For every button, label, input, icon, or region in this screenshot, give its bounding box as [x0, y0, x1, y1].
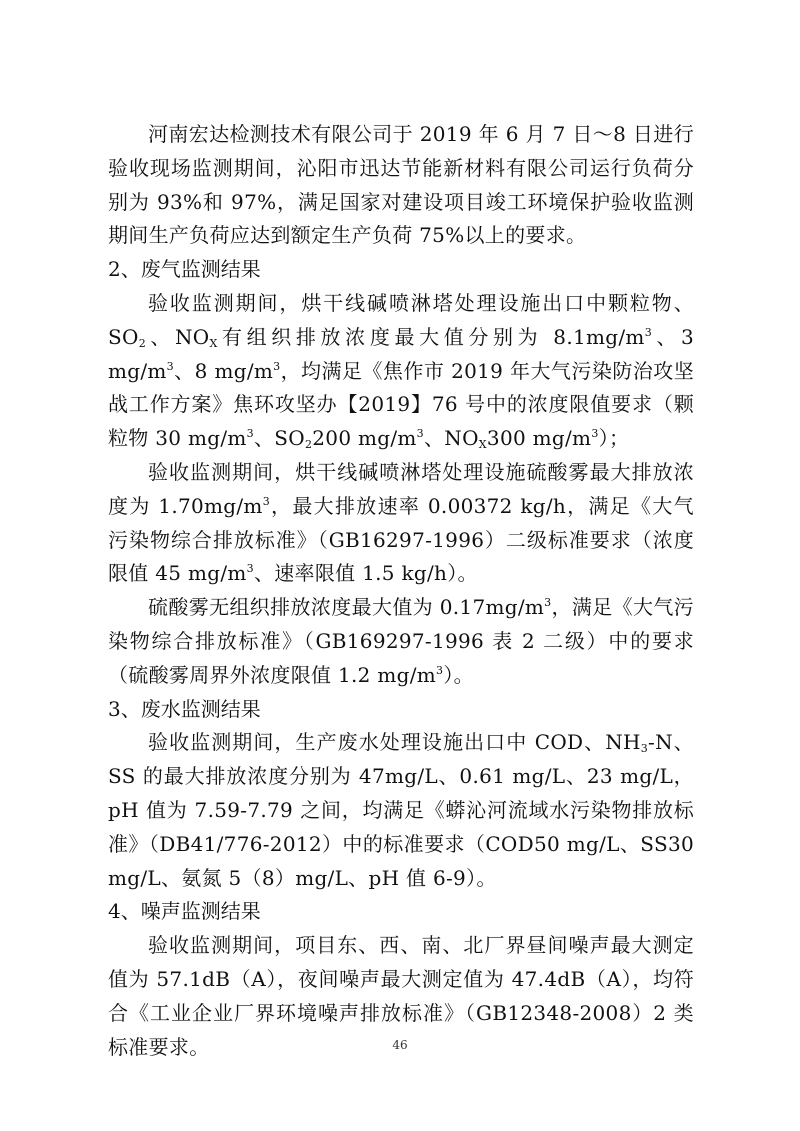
section-heading: [108, 253, 694, 287]
text-run: 验收监测期间，烘干线碱喷淋塔处理设施出口中颗粒物、SO: [108, 290, 694, 349]
text-run: ，满足《大气污染物综合排放标准》（GB169297-1996 表 2 二级）中的要求（硫酸雾周界外浓度限值 1.2 mg/m: [108, 595, 694, 687]
text-run: 、NO: [423, 426, 479, 451]
text-run: 2、废气监测结果: [108, 257, 261, 282]
superscript: 3: [166, 359, 174, 373]
text-run: 河南宏达检测技术有限公司于 2019 年 6 月 7 日～8 日进行验收现场监测期间，沁阳市迅达节能新材料有限公司运行负荷分别为 93%和 97%，满足国家对建设项目竣工环境保护验收监测期间生产负荷应达到额定生产负荷 75%以上的要求。: [108, 122, 694, 248]
text-run: 300 mg/m: [486, 426, 592, 451]
superscript: 3: [591, 427, 599, 441]
text-run: 、SO: [253, 426, 305, 451]
subscript: 2: [304, 438, 313, 452]
text-run: 硫酸雾无组织排放浓度最大值为 0.17mg/m: [148, 595, 545, 620]
superscript: 3: [416, 427, 424, 441]
superscript: 3: [262, 494, 271, 508]
text-run: 3、废水监测结果: [108, 696, 261, 721]
text-run: 、8 mg/m: [173, 358, 274, 383]
text-run: 验收监测期间，生产废水处理设施出口中 COD、NH: [148, 730, 641, 755]
superscript: 3: [644, 325, 652, 339]
superscript: 3: [544, 596, 552, 610]
text-run: 验收监测期间，项目东、西、南、北厂界昼间噪声最大测定值为 57.1dB（A），夜间噪声最大测定值为 47.4dB（A），均符合《工业企业厂界环境噪声排放标准》（GB12348-2008）2 类标准要求。: [108, 933, 694, 1059]
document-body: [108, 118, 694, 1064]
subscript: X: [478, 438, 487, 452]
text-run: 有组织排放浓度最大值分别为 8.1mg/m: [217, 324, 645, 349]
text-run: ）；: [598, 426, 630, 451]
text-run: 200 mg/m: [312, 426, 417, 451]
text-run: ）。: [443, 662, 474, 687]
body-paragraph: [108, 456, 694, 591]
superscript: 3: [246, 562, 254, 576]
text-run: 、NO: [146, 324, 210, 349]
body-paragraph: [108, 287, 694, 456]
superscript: 3: [246, 427, 254, 441]
text-run: 验收监测期间，烘干线碱喷淋塔处理设施硫酸雾最大排放浓度为 1.70mg/m: [108, 459, 694, 518]
body-paragraph: [108, 726, 694, 895]
superscript: 3: [273, 359, 281, 373]
text-run: ，均满足《焦作市 2019 年大气污染防治攻坚战工作方案》焦环攻坚办【2019】76 号中的浓度限值要求（颗粒物 30 mg/m: [108, 358, 694, 451]
text-run: 、速率限值 1.5 kg/h）。: [253, 561, 478, 586]
section-heading: [108, 693, 694, 727]
superscript: 3: [436, 663, 444, 677]
text-run: 4、噪声监测结果: [108, 899, 261, 924]
body-paragraph: [108, 118, 694, 253]
text-run: -N、SS 的最大排放浓度分别为 47mg/L、0.61 mg/L、23 mg/L，pH 值为 7.59-7.79 之间，均满足《蟒沁河流域水污染物排放标准》（DB41/776-2012）中的标准要求（COD50 mg/L、SS30 mg/L、氨氮 5（8）mg/L、pH 值 6-9）。: [108, 730, 694, 890]
page-number: 46: [392, 1038, 408, 1052]
subscript: 3: [640, 742, 649, 756]
subscript: 2: [138, 336, 147, 350]
subscript: X: [209, 336, 218, 350]
text-run: ，最大排放速率 0.00372 kg/h，满足《大气污染物综合排放标准》（GB16297-1996）二级标准要求（浓度限值 45 mg/m: [108, 493, 694, 586]
text-run: 、3 mg/m: [108, 324, 695, 383]
body-paragraph: [108, 591, 694, 692]
section-heading: [108, 895, 694, 929]
